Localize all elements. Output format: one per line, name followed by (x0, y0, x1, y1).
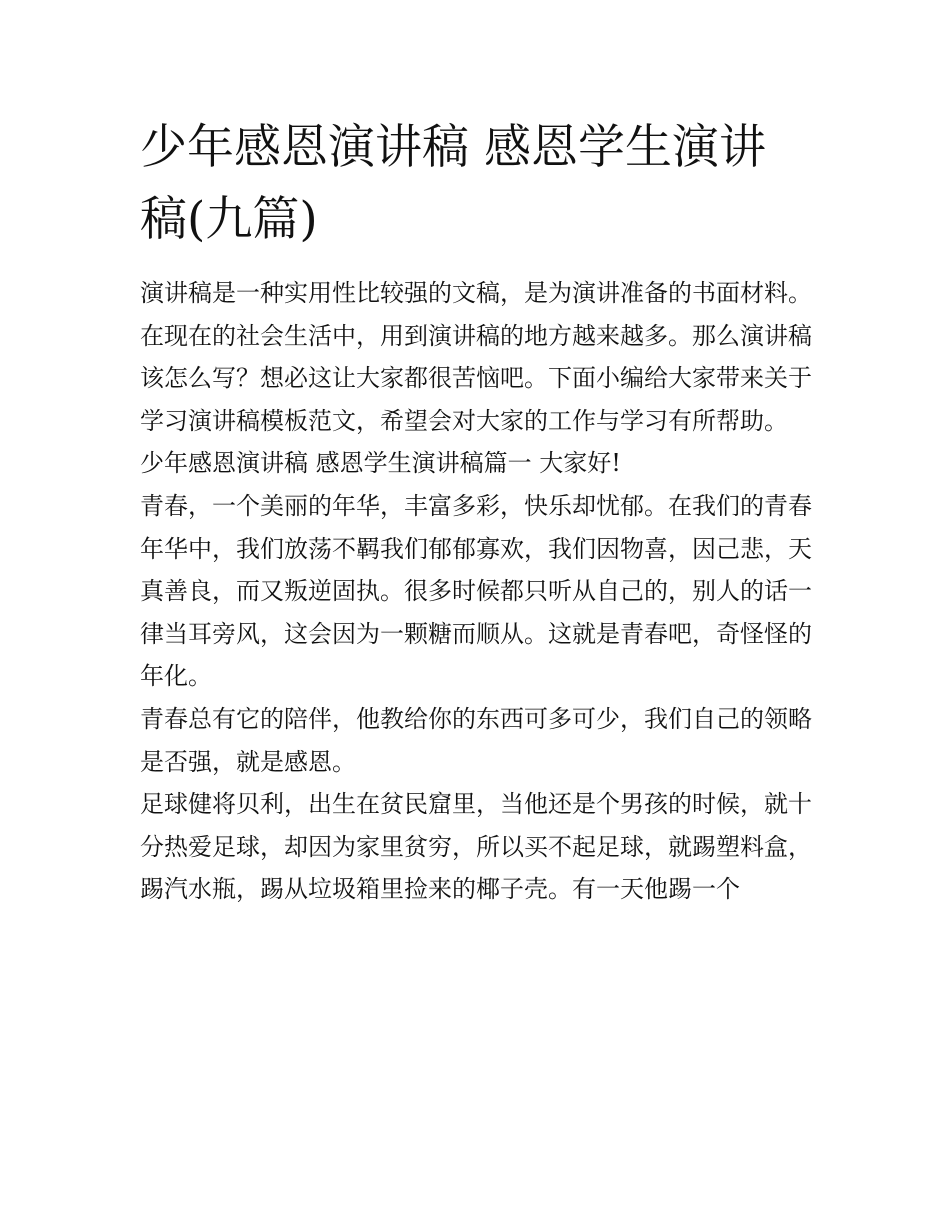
paragraph-pele: 足球健将贝利，出生在贫民窟里，当他还是个男孩的时候，就十分热爱足球，却因为家里贫穷，所以买不起足球，就踢塑料盒，踢汽水瓶，踢从垃圾箱里捡来的椰子壳。有一天他踢一个 (140, 790, 812, 904)
document-title: 少年感恩演讲稿 感恩学生演讲稿(九篇) (140, 120, 766, 247)
paragraph-intro: 演讲稿是一种实用性比较强的文稿，是为演讲准备的书面材料。在现在的社会生活中，用到演讲稿的地方越来越多。那么演讲稿该怎么写？想必这让大家都很苦恼吧。下面小编给大家带来关于学习演讲稿模板范文，希望会对大家的工作与学习有所帮助。 (140, 279, 812, 435)
paragraph-gratitude: 青春总有它的陪伴，他教给你的东西可多可少，我们自己的领略是否强，就是感恩。 (140, 704, 812, 776)
paragraph-youth: 青春，一个美丽的年华，丰富多彩，快乐却忧郁。在我们的青春年华中，我们放荡不羁我们郁郁寡欢，我们因物喜，因己悲，天真善良，而又叛逆固执。很多时候都只听从自己的，别人的话一律当耳旁风，这会因为一颗糖而顺从。这就是青春吧，奇怪怪的年化。 (140, 491, 812, 691)
paragraph-section-heading: 少年感恩演讲稿 感恩学生演讲稿篇一 大家好! (140, 449, 621, 478)
document-body (140, 112, 812, 911)
